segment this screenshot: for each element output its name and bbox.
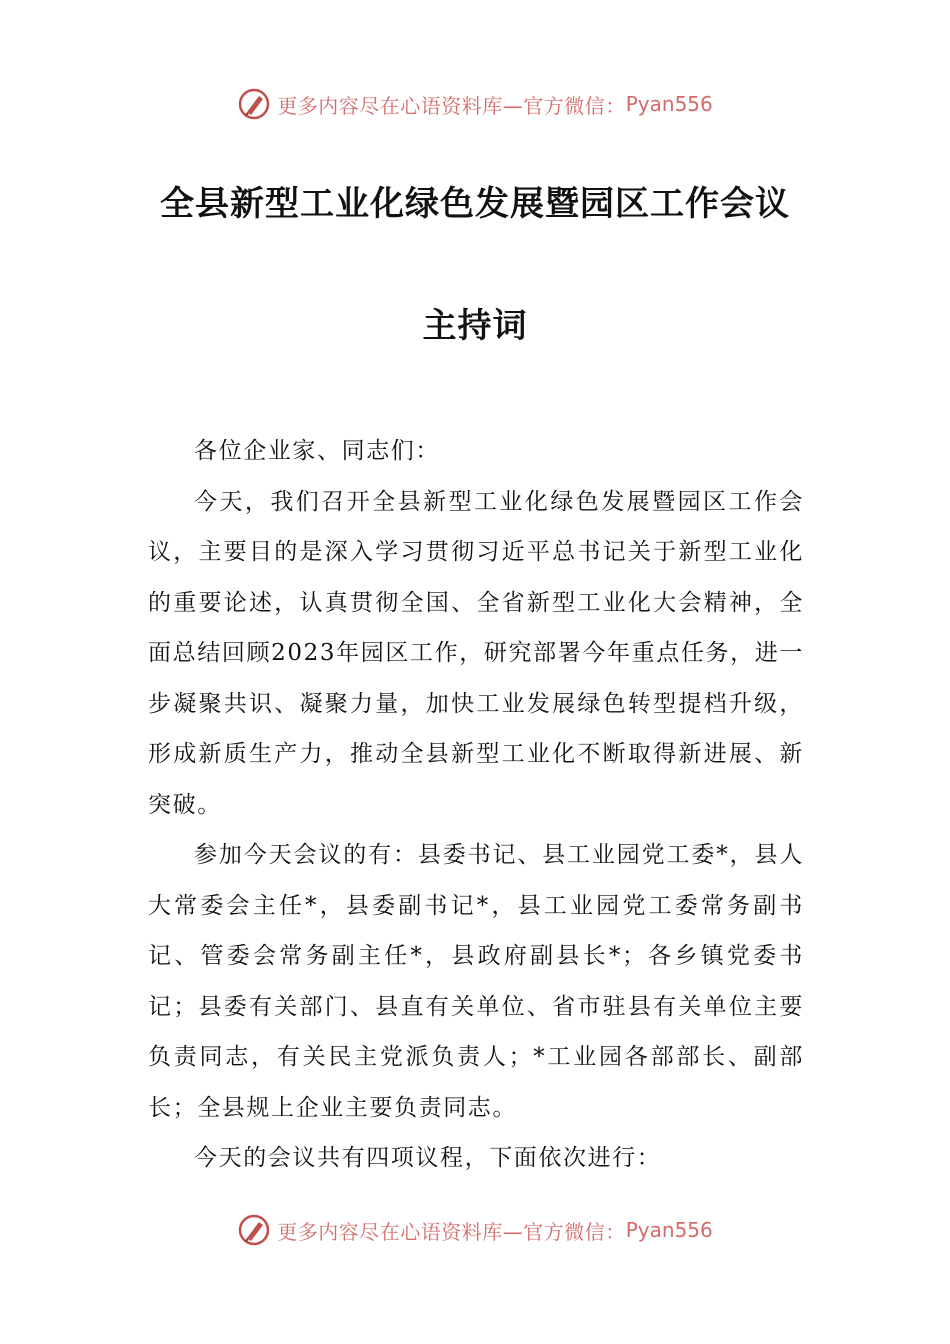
paragraph-salutation: 各位企业家、同志们：	[194, 438, 440, 464]
paragraph-agenda-intro: 今天的会议共有四项议程，下面依次进行：	[194, 1145, 662, 1171]
pen-nib-logo-icon	[237, 87, 271, 121]
pen-nib-logo-icon	[237, 1213, 271, 1247]
document-title-line-1: 全县新型工业化绿色发展暨园区工作会议	[160, 184, 790, 224]
header-watermark	[0, 84, 950, 124]
document-title-line-2: 主持词	[422, 306, 528, 346]
watermark-text: 更多内容尽在心语资料库—官方微信：	[277, 1219, 626, 1244]
document-body	[148, 426, 804, 1184]
watermark-text: 更多内容尽在心语资料库—官方微信：	[277, 93, 626, 118]
watermark-wechat-handle: Pyan556	[625, 1218, 713, 1242]
watermark-wechat-handle: Pyan556	[625, 92, 713, 116]
footer-watermark	[0, 1210, 950, 1250]
paragraph-attendees: 参加今天会议的有：县委书记、县工业园党工委*，县人大常委会主任*，县委副书记*，县工业园党工委常务副书记、管委会常务副主任*，县政府副县长*；各乡镇党委书记；县委有关部门、县直有关单位、省市驻县有关单位主要负责同志，有关民主党派负责人；*工业园各部部长、副部长；全县规上企业主要负责同志。	[148, 842, 804, 1121]
paragraph-purpose: 今天，我们召开全县新型工业化绿色发展暨园区工作会议，主要目的是深入学习贯彻习近平总书记关于新型工业化的重要论述，认真贯彻全国、全省新型工业化大会精神，全面总结回顾2023年园区工作，研究部署今年重点任务，进一步凝聚共识、凝聚力量，加快工业发展绿色转型提档升级，形成新质生产力，推动全县新型工业化不断取得新进展、新突破。	[148, 488, 804, 818]
